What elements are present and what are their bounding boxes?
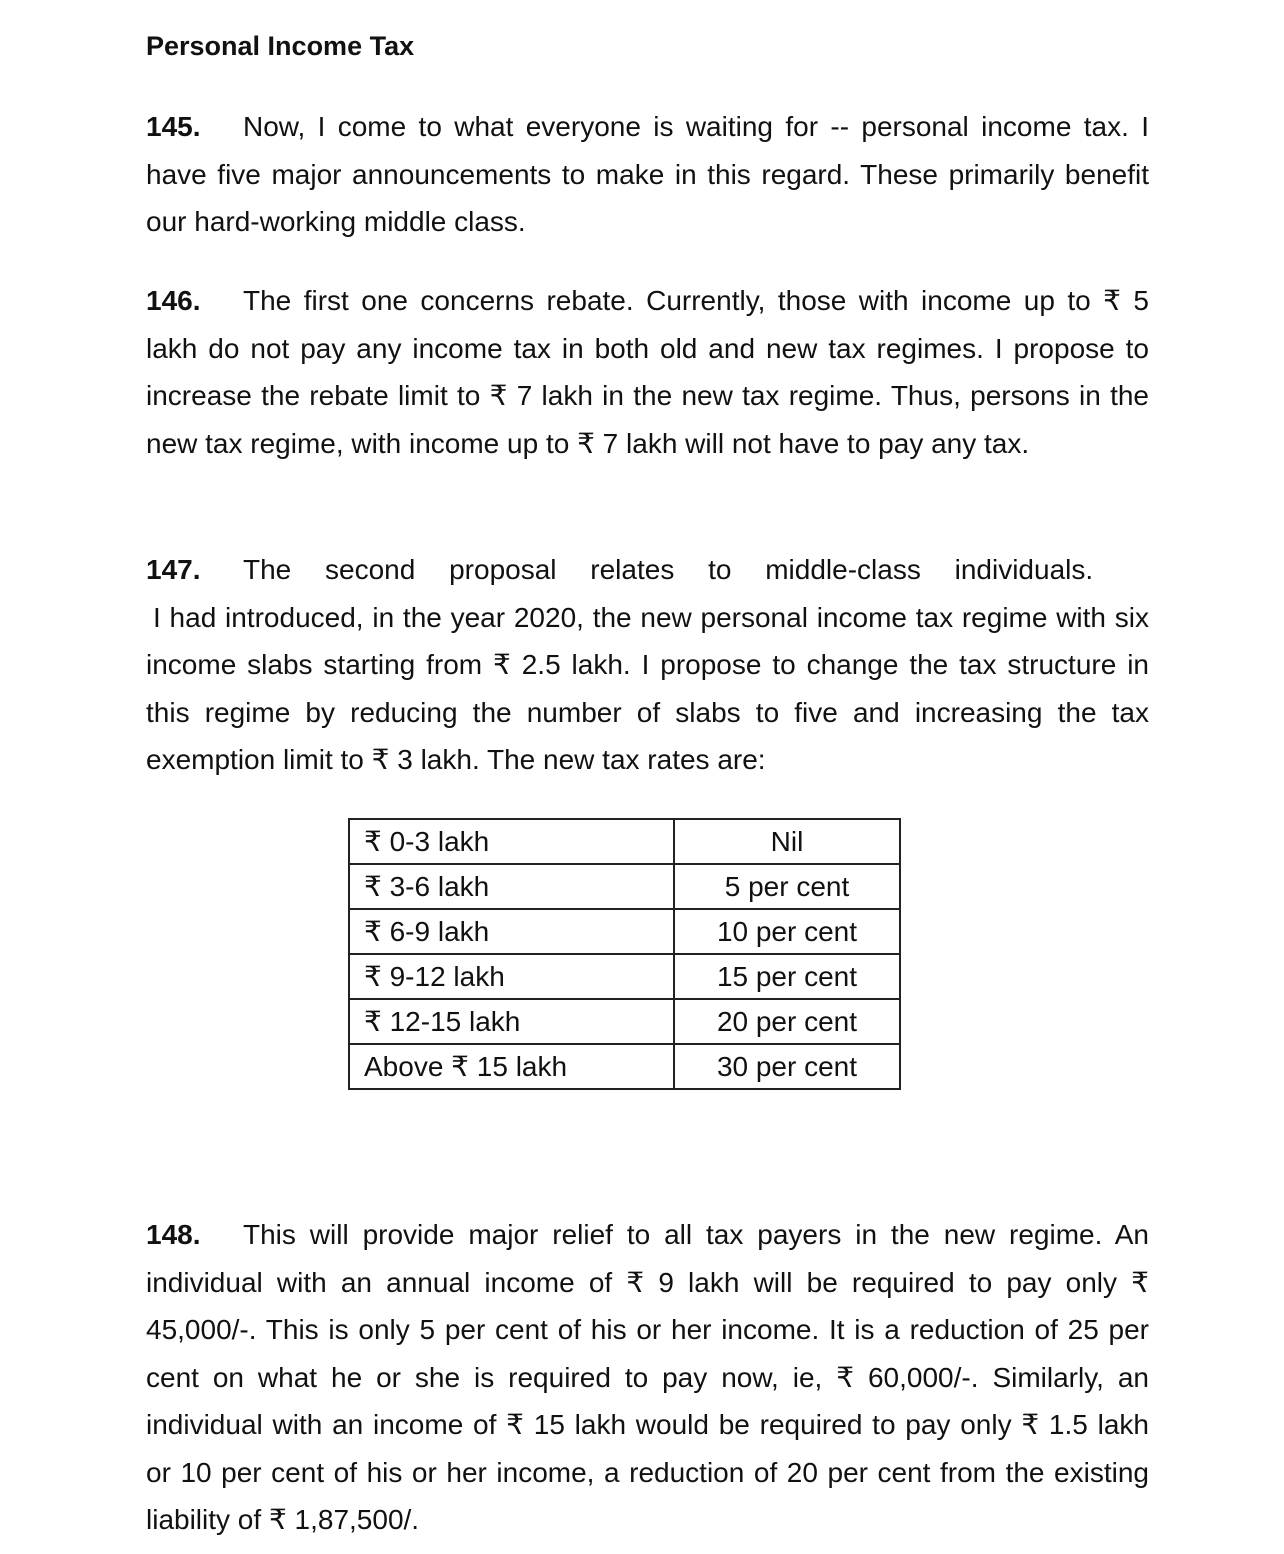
table-row [349, 819, 900, 864]
paragraph-number: 148. [146, 1219, 201, 1250]
paragraph-146 [146, 277, 1149, 467]
table-row [349, 1044, 900, 1089]
income-slab-cell: ₹ 6-9 lakh [349, 909, 674, 954]
income-slab-cell: ₹ 9-12 lakh [349, 954, 674, 999]
paragraph-number: 147. [146, 554, 201, 585]
tax-rate-cell: Nil [674, 819, 900, 864]
paragraph-number: 145. [146, 111, 201, 142]
income-slab-cell: Above ₹ 15 lakh [349, 1044, 674, 1089]
section-heading: Personal Income Tax [146, 31, 415, 61]
income-slab-cell: ₹ 0-3 lakh [349, 819, 674, 864]
tax-rate-cell: 15 per cent [674, 954, 900, 999]
table-row [349, 954, 900, 999]
paragraph-145 [146, 103, 1149, 246]
paragraph-text-first-line: The second proposal relates to middle-class individuals. [243, 554, 1094, 585]
paragraph-147 [146, 546, 1149, 784]
table-row [349, 999, 900, 1044]
paragraph-number: 146. [146, 285, 201, 316]
paragraph-text: I had introduced, in the year 2020, the new personal income tax regime with six income slabs starting from ₹ 2.5 lakh. I propose to change the tax structure in this regime by reducing the number of slabs to five and increasing the tax exemption limit to ₹ 3 lakh. The new tax rates are: [146, 601, 1149, 775]
table-row [349, 864, 900, 909]
paragraph-148 [146, 1211, 1149, 1544]
paragraph-text: This will provide major relief to all tax payers in the new regime. An individual with an annual income of ₹ 9 lakh will be required to pay only ₹ 45,000/-. This is only 5 per cent of his or her income. It is a reduction of 25 per cent on what he or she is required to pay now, ie, ₹ 60,000/-. Similarly, an individual with an income of ₹ 15 lakh would be required to pay only ₹ 1.5 lakh or 10 per cent of his or her income, a reduction of 20 per cent from the existing liability of ₹ 1,87,500/. [146, 1219, 1149, 1535]
tax-rate-cell: 10 per cent [674, 909, 900, 954]
income-slab-cell: ₹ 3-6 lakh [349, 864, 674, 909]
tax-rate-cell: 30 per cent [674, 1044, 900, 1089]
table-row [349, 909, 900, 954]
tax-rate-cell: 5 per cent [674, 864, 900, 909]
tax-rate-cell: 20 per cent [674, 999, 900, 1044]
paragraph-text: Now, I come to what everyone is waiting for -- personal income tax. I have five major announcements to make in this regard. These primarily benefit our hard-working middle class. [146, 111, 1149, 237]
tax-rates-table [348, 818, 901, 1090]
paragraph-text: The first one concerns rebate. Currently, those with income up to ₹ 5 lakh do not pay any income tax in both old and new tax regimes. I propose to increase the rebate limit to ₹ 7 lakh in the new tax regime. Thus, persons in the new tax regime, with income up to ₹ 7 lakh will not have to pay any tax. [146, 285, 1149, 459]
income-slab-cell: ₹ 12-15 lakh [349, 999, 674, 1044]
